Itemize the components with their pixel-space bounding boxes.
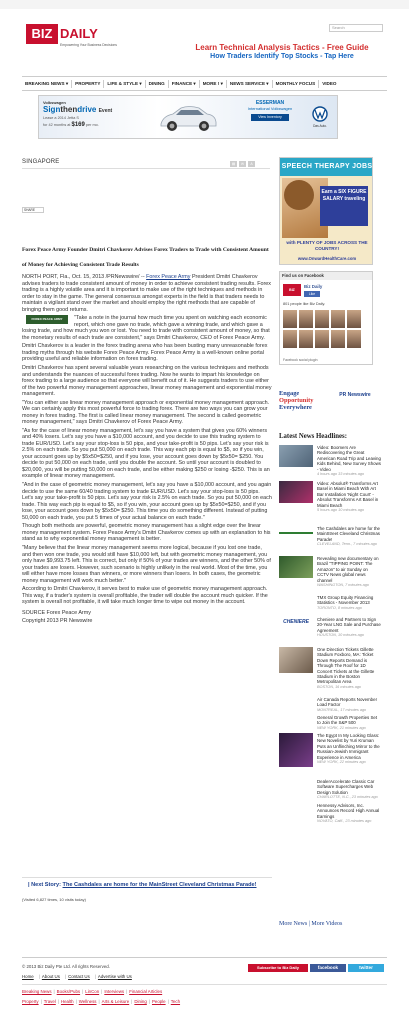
nav-finance[interactable]: FINANCE ▾ — [169, 80, 200, 88]
footer-cat-health[interactable]: Health — [60, 999, 74, 1004]
news-item-text[interactable] — [317, 733, 381, 765]
logo-biz: BIZ — [26, 24, 58, 44]
news-time: HOUSTON, 10 minutes ago — [317, 633, 364, 638]
facebook-button[interactable]: facebook — [310, 964, 346, 972]
footer-cat-books[interactable]: Books/Pubs — [56, 989, 81, 994]
nav-dining[interactable]: DINING — [146, 80, 169, 88]
footer-cat-lincon[interactable]: LinCon — [85, 989, 100, 994]
fan-avatar[interactable] — [331, 310, 345, 328]
article-paragraph-10: According to Dmitri Chavkerov, it serves best to make use of geometric money management approach. This way, if a trader's system is overall profitable, the trader will double the account much quicker. If the system is overall not profitable, it will take much longer time to wipe out money in the account. — [22, 586, 268, 606]
engage-line2: Opportunity — [279, 397, 314, 404]
vw-logo-icon — [309, 106, 331, 128]
facebook-fan-faces — [283, 310, 371, 348]
news-time: CHARLOTTE, N.C., 23 minutes ago — [317, 795, 378, 800]
section-divider — [22, 168, 270, 169]
banner-title-then: then — [60, 105, 78, 114]
header-ad-line1[interactable]: Learn Technical Analysis Tactics - Free Guide — [195, 43, 369, 52]
vw-banner-ad[interactable] — [38, 95, 338, 139]
news-headline[interactable]: TMX Group Equity Financing Statistics - November 2013 — [317, 595, 374, 606]
banner-brand: Volkswagen — [43, 100, 66, 105]
fan-avatar[interactable] — [315, 330, 329, 348]
banner-dealer — [235, 100, 305, 136]
news-item-text[interactable] — [317, 779, 381, 801]
news-thumbnail[interactable]: CHENIERE — [279, 617, 313, 627]
news-thumbnail[interactable] — [279, 697, 313, 703]
article-paragraph-2-text: "Take a note in the journal how much time you spent on watching each economic report, which one gave no trade, which gave a winning trade, and which gave a losing trade, and how much you won or lost. You need to trade with consistent amount of money, so that the monetary results of each trade are consistent," says Dmitri Chavkerov, CEO of Forex Peace Army. — [22, 315, 270, 341]
news-headline[interactable]: Video: Absolut® Transforms Art Basel in Miami Beach With Art Bar Installation 'Night Court' - Absolut Transforms Art Basel in Miami Beach — [317, 481, 379, 508]
footer-cat-financial[interactable]: Financial Articles — [129, 989, 163, 994]
footer-cat-property[interactable]: Property — [22, 999, 39, 1004]
facebook-plugin-label: Facebook social plugin — [283, 358, 318, 362]
article-paragraph-5: "You can either use linear money management approach or exponential money management approach. We can certainly apply this most powerful force to trading forex. There are two ways you can grow your money in forex trading. The first is called linear money management. The second is called geometric money management," says Dmitri Chavkerov of Forex Peace Army. — [22, 399, 270, 426]
article-paragraph-4: Dmitri Chavkerov has spent several valuable years researching on the various techniques and methods and understands the nuances of successful forex trading. Now he wants to impart his knowledge on forex trading to a large audience so that everyone will benefit out of it. He suggests traders to use either of the two powerful money management approaches, linear money management and exponential money management. — [22, 365, 272, 398]
nav-news-service[interactable]: NEWS SERVICE ▾ — [227, 80, 273, 88]
news-headline[interactable]: General Growth Properties Set to Join the S&P 500 — [317, 715, 378, 726]
more-news-links[interactable]: More News | More Videos — [279, 921, 343, 927]
email-icon[interactable]: ✉ — [239, 161, 246, 167]
main-nav — [22, 76, 387, 91]
footer-cat-arts[interactable]: Arts & Leisure — [101, 999, 130, 1004]
logo-tagline: Empowering Your Business Decisions — [60, 43, 117, 47]
footer-cat-dining[interactable]: Dining — [134, 999, 147, 1004]
fan-avatar[interactable] — [283, 310, 297, 328]
article-tools — [230, 161, 255, 167]
news-time: MONTREAL, 17 minutes ago — [317, 707, 367, 712]
nav-breaking-news[interactable]: BREAKING NEWS ▾ — [22, 80, 72, 88]
footer-link-about[interactable]: About Us — [41, 974, 60, 979]
banner-offer-term: for 42 months at — [43, 123, 71, 127]
facebook-page-avatar[interactable]: BIZ — [283, 284, 301, 296]
speech-ad-card: Earn a SIX FIGURE SALARY traveling — [320, 186, 368, 226]
news-time: BOSTON, 16 minutes ago — [317, 684, 362, 689]
banner-title-event: Event — [98, 108, 113, 114]
fan-avatar[interactable] — [283, 330, 297, 348]
news-time: NOVATO, Calif., 23 minutes ago — [317, 819, 372, 824]
nav-monthly-focus[interactable]: MONTHLY FOCUS — [273, 80, 320, 88]
fan-avatar[interactable] — [347, 330, 361, 348]
font-size-icon[interactable]: A — [248, 161, 255, 167]
nav-video[interactable]: VIDEO — [322, 80, 337, 86]
news-thumbnail[interactable] — [279, 445, 313, 467]
speech-therapy-ad[interactable] — [279, 157, 373, 265]
next-story-prefix: Next Story: — [31, 882, 63, 888]
footer-link-contact[interactable]: Contact Us — [68, 974, 90, 979]
subscribe-button[interactable]: Subscribe to Biz Daily — [248, 964, 308, 972]
article-paragraph-1 — [22, 274, 272, 313]
footer-link-advertise[interactable]: Advertise with Us — [97, 974, 132, 979]
speech-ad-url[interactable]: www.OnwardHealthCare.com — [297, 256, 357, 261]
news-headline[interactable]: Air Canada Reports November Load Factor — [317, 697, 378, 708]
news-item-text[interactable] — [317, 803, 381, 825]
news-headline[interactable]: DealerAccelerate Classic Car Software Supercharges Web Design Solution — [317, 779, 375, 795]
news-thumbnail[interactable] — [279, 647, 313, 673]
news-headline[interactable]: Hennessy Advisors, Inc. Announces Record High Annual Earnings — [317, 803, 380, 819]
news-thumbnail[interactable] — [279, 715, 313, 721]
news-time: CLEVELAND, Tenn., 7 minutes ago — [317, 542, 378, 547]
header-ad[interactable] — [182, 43, 382, 69]
footer-cat-interviews[interactable]: Interviews — [104, 989, 125, 994]
article-paragraph-9: "Many believe that the linear money management seems more logical, because if you lost one trade, and then won one trade, you would still have $10,000 left, but with geometric money management, you only have $9,993.75 left. This is correct, but only if 50% of your trades are winners, and the other 50% of your trades are losers. However, such scenario is highly unlikely in the real world. Most of the time, you will either have more losses than winners, or more winners than losers. In both cases, the geometric money management will work much better." — [22, 545, 271, 584]
section-title: SINGAPORE — [22, 159, 60, 165]
fan-avatar[interactable] — [299, 330, 313, 348]
banner-offer-line1: Lease a 2014 Jetta S — [43, 116, 79, 120]
car-image — [157, 102, 219, 134]
speech-ad-person — [284, 180, 314, 210]
article-headline: Forex Peace Army Founder Dmitri Chavkerov Advises Forex Traders to Trade with Consistent Amount of Money for Achieving Consistent Trade Results — [22, 247, 269, 268]
banner-title-drive: drive — [77, 105, 97, 114]
news-item-text[interactable] — [317, 556, 381, 588]
vw-tagline: Das Auto. — [313, 124, 327, 128]
news-item-text[interactable] — [317, 526, 381, 548]
share-button[interactable]: SHARE — [22, 207, 44, 213]
banner-dealer-name: ESSERMAN — [255, 100, 285, 106]
article-end-divider — [22, 877, 272, 878]
banner-offer-line2 — [43, 122, 99, 128]
nav-property[interactable]: PROPERTY — [72, 80, 104, 88]
fan-avatar[interactable] — [299, 310, 313, 328]
news-time: NEW YORK, 22 minutes ago — [317, 760, 366, 765]
banner-dealer-sub: International Volkswagen — [247, 106, 293, 111]
engage-line1: Engage — [279, 390, 300, 397]
twitter-button[interactable]: twitter — [348, 964, 384, 972]
fan-avatar[interactable] — [315, 310, 329, 328]
article-body — [22, 274, 272, 627]
footer-cat-travel[interactable]: Travel — [43, 999, 56, 1004]
news-item-text[interactable] — [317, 647, 381, 690]
print-icon[interactable]: ▤ — [231, 162, 236, 166]
news-time: NEW YORK, 21 minutes ago — [317, 725, 366, 730]
top-strip — [0, 0, 409, 9]
fan-avatar[interactable] — [347, 310, 361, 328]
engage-opportunity-ad[interactable] — [279, 390, 333, 422]
banner-offer-unit: per mo. — [85, 123, 99, 127]
article-paragraph-2 — [22, 315, 272, 341]
footer-cat-wellness[interactable]: Wellness — [78, 999, 97, 1004]
news-thumbnail[interactable] — [279, 556, 313, 578]
news-thumbnail[interactable] — [279, 779, 313, 785]
footer-links: Home | About Us | Contact Us | Advertise with Us — [22, 974, 132, 979]
news-item-text[interactable] — [317, 481, 381, 513]
article-paragraph-1-text: President Dmitri Chavkerov advises traders to trade consistent amount of money in order to achieve consistent trading results. Forex trading is a highly volatile area and it is important to make use of the right techniques and methods in order to stay in the game. The general consensus amongst experts in the field is that traders needs to maintain a vigilant stand over the market and should employ the right methods that are capable of bringing them good returns. — [22, 274, 271, 313]
news-item-text[interactable] — [317, 445, 381, 477]
facebook-widget — [279, 271, 373, 365]
fan-avatar[interactable] — [331, 330, 345, 348]
footer-cat-breaking-news[interactable]: Breaking News — [22, 989, 52, 994]
facebook-like-button[interactable]: Like — [304, 291, 320, 297]
site-footer — [22, 957, 387, 1013]
news-headline[interactable]: Video: Boomers Are Rediscovering the Great American Road Trip and Leaving Kids Behind, New Survey Shows - Video — [317, 445, 381, 472]
news-item-text[interactable] — [317, 617, 381, 639]
news-time: WASHINGTON, 7 minutes ago — [317, 583, 369, 588]
next-story-title[interactable]: The Cashdales are home for the MainStreet Cleveland Christmas Parade! — [62, 882, 257, 888]
banner-title-sign: Sign — [43, 105, 61, 114]
vw-badge-icon — [309, 106, 331, 122]
article-dateline: NORTH PORT, Fla., Oct. 15, 2013 /PRNewswire/ -- — [22, 274, 147, 280]
footer-copyright: © 2013 Biz Daily Pte Ltd. All rights Reserved. — [22, 964, 110, 969]
news-headline[interactable]: The Cashdales are home for the MainStreet Cleveland Christmas Parade! — [317, 526, 380, 542]
logo-daily: DAILY — [60, 26, 98, 41]
footer-divider — [22, 984, 387, 985]
footer-link-home[interactable]: Home — [22, 974, 34, 979]
facebook-page-name[interactable]: Biz Daily — [304, 284, 323, 289]
article-paragraph-6: "As for the case of linear money management, let's say you have a system that gives you 60% winners and 40% losers. Let's say you have a $10,000 account, and you decide to use this trading system to trade EUR/USD. Let's say your stop-loss is 50 pips, and your take-profit is 50 pips. Let's say your risk is 2.5% on each trade. So you put 50,000 on each trade. This way each pip is equal to $5, so if you win, your account goes up by $5x50=$250, and if you lose, your account goes down by $5x50= $250. You decide to put 50,000 on each trade, until you double the account. So until your account is doubled to $20,000, you will be putting 50,000 on each trade, and be either making $250 or losing -$250. This is an example of linear money management. — [22, 427, 270, 480]
site-container — [22, 9, 387, 1013]
news-thumbnail[interactable] — [279, 526, 313, 534]
news-time: TORONTO, 8 minutes ago — [317, 605, 362, 610]
visit-counter: (Visited 6,827 times, 10 visits today) — [22, 897, 86, 902]
engage-line3: Everywhere — [279, 404, 312, 411]
pr-newswire-logo[interactable]: PR Newswire — [339, 392, 371, 398]
site-logo[interactable] — [26, 24, 120, 52]
news-item-text[interactable] — [317, 697, 381, 713]
banner-offer-price: $169 — [71, 122, 85, 128]
search-input[interactable]: Search — [329, 24, 383, 32]
speech-ad-subtext: with PLENTY OF JOBS ACROSS THE COUNTRY! — [286, 240, 368, 251]
news-item-text[interactable] — [317, 715, 381, 731]
footer-categories-2: Property | Travel | Health | Wellness | Arts & Leisure | Dining | People | Tech — [22, 999, 181, 1004]
news-time: 5 hours ago 10 minutes ago — [317, 508, 365, 513]
facebook-widget-heading: Find us on Facebook — [280, 272, 372, 280]
news-time: 4 hours ago 33 minutes ago — [317, 472, 365, 477]
article-source: SOURCE Forex Peace Army — [22, 609, 91, 616]
article-paragraph-8: Though both methods are powerful, geometric money management has a slight edge over the linear money management system. Forex Peace Army's Dmitri Chavkerov comes up with an explanation to his stand as to why exponential money management is better. — [22, 523, 271, 543]
facebook-like-count: 801 people like Biz Daily. — [283, 302, 326, 306]
news-thumbnail[interactable] — [279, 803, 313, 809]
nav-more[interactable]: MORE ! ▾ — [200, 80, 227, 88]
nav-life-style[interactable]: LIFE & STYLE ▾ — [104, 80, 145, 88]
article-paragraph-7: "And in the case of geometric money management, let's say you have a $10,000 account, and you again decide to use the same 60/40 trading system to trade EUR/USD. Let's say your stop-loss is 50 pips. Let's say your take-profit is 50 pips. Let's say your risk is 2.5% on each trade. So you put 50,000 on each trade. This way each pip is equal to $5, so if you win, your account goes up by $5x50=$250, and if you lose, your account goes down by $5x50= $250. This time you do something different. Instead of putting 50,000 on each trade, you put 5 times of your actual balance on each trade." — [22, 482, 272, 521]
header-ad-line2[interactable]: How Traders Identify Top Stocks - Tap Here — [210, 53, 354, 60]
speech-ad-heading: SPEECH THERAPY JOBS — [280, 158, 373, 176]
article-copyright: Copyright 2013 PR Newswire — [22, 618, 93, 625]
news-thumbnail[interactable] — [279, 595, 313, 601]
latest-news-heading: Latest News Headlines: — [279, 433, 347, 440]
forex-peace-army-logo: FOREX PEACE ARMY — [26, 315, 68, 324]
footer-cat-tech[interactable]: Tech — [170, 999, 181, 1004]
news-thumbnail[interactable] — [279, 733, 313, 767]
forex-peace-army-link[interactable]: Forex Peace Army — [146, 274, 191, 280]
footer-categories-1: Breaking News | Books/Pubs | LinCon | Interviews | Financial Articles — [22, 989, 163, 994]
news-headline[interactable]: Revealing new documentary on Brazil "TIPPING POINT: The Amazon" to air Sunday on CCTV News global news channel — [317, 556, 379, 583]
news-item-text[interactable] — [317, 595, 381, 611]
article-paragraph-3: Dmitri Chavkerov is a leader in the forex trading arena who has been busting many unreasonable forex trading myths through his website Forex Peace Army. Forex Peace Army is a well-known online portal providing useful and reliable information on forex trading. — [22, 343, 268, 363]
news-headline[interactable]: Cheniere and Partners to Sign 20-Year LNG Sale and Purchase Agreement — [317, 617, 381, 633]
banner-title — [43, 105, 112, 114]
footer-cat-people[interactable]: People — [151, 999, 166, 1004]
news-headline[interactable]: One Direction Tickets Gillette Stadium Foxboro, MA: Ticket Down Reports Demand is Through The Roof for 1D Concert Tickets at the Gillette Stadium in the Boston Metropolitan Area — [317, 647, 375, 685]
news-thumbnail[interactable] — [279, 481, 313, 503]
news-headline[interactable]: The Egypt In My Looking Glass: New Novelist by Yuri Kruman Puts an Unflinching Mirror to the Russian-Jewish Immigrant Experience in America — [317, 733, 380, 760]
next-story-link[interactable]: | Next Story: The Cashdales are home for the MainStreet Cleveland Christmas Parade! — [28, 882, 257, 888]
view-inventory-button[interactable]: View Inventory — [251, 114, 289, 121]
